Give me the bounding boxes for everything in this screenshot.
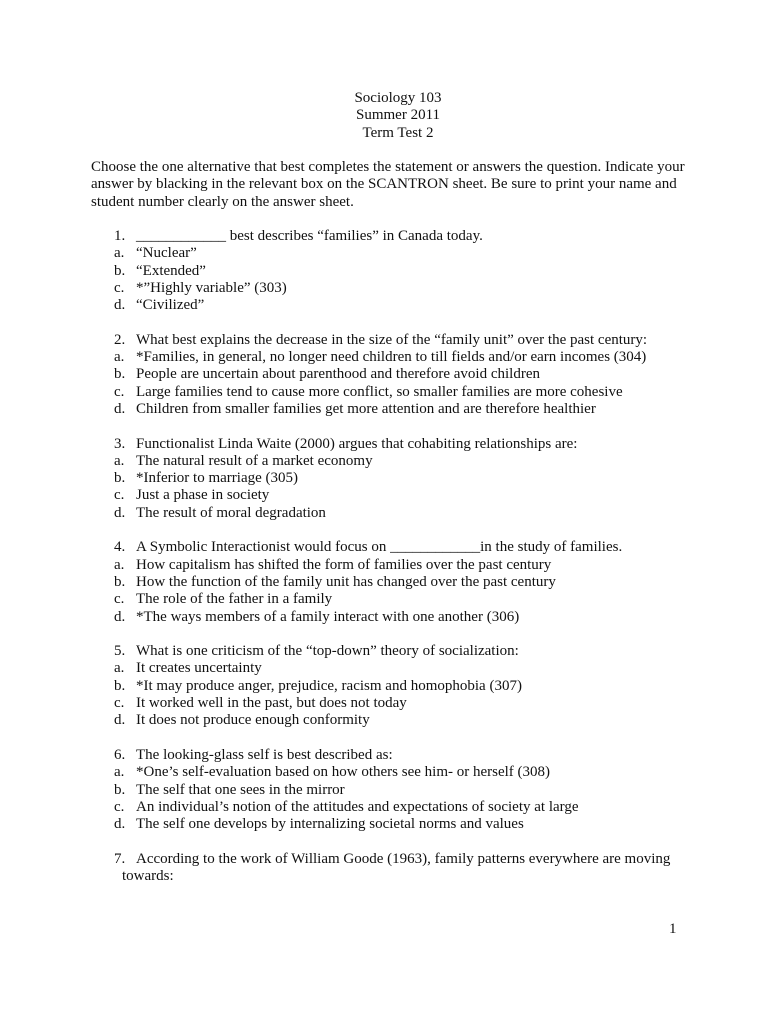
- option-text: How capitalism has shifted the form of families over the past century: [136, 556, 552, 573]
- option-text: The role of the father in a family: [136, 591, 333, 608]
- answer-option: [114, 764, 714, 781]
- answer-option: [114, 782, 714, 799]
- option-letter: b.: [114, 470, 126, 487]
- option-letter: c.: [114, 798, 125, 815]
- answer-option: [114, 799, 714, 816]
- option-letter: c.: [114, 487, 125, 504]
- answer-option: [114, 263, 714, 280]
- option-letter: b.: [114, 366, 126, 383]
- question-number: 2.: [114, 331, 126, 348]
- answer-option: [114, 366, 714, 383]
- question-1: [114, 228, 714, 314]
- question-6: [114, 747, 714, 833]
- option-letter: d.: [114, 608, 126, 625]
- option-text: Large families tend to cause more conflict, so smaller families are more cohesive: [136, 383, 623, 400]
- question-4: [114, 539, 714, 625]
- option-text: *It may produce anger, prejudice, racism and homophobia (307): [136, 677, 522, 694]
- option-text: “Civilized”: [136, 297, 205, 314]
- answer-option: [114, 297, 714, 314]
- question-number: 1.: [114, 228, 126, 244]
- option-text: *The ways members of a family interact with one another (306): [136, 608, 520, 625]
- question-text: ____________ best describes “families” in Canada today.: [136, 228, 483, 244]
- answer-option: [114, 609, 714, 626]
- answer-option: [114, 453, 714, 470]
- option-letter: a.: [114, 660, 125, 677]
- question-stem: [114, 643, 714, 660]
- answer-option: [114, 245, 714, 262]
- answer-option: [114, 591, 714, 608]
- option-letter: a.: [114, 349, 125, 366]
- answer-option: [114, 280, 714, 297]
- question-number: 5.: [114, 643, 126, 660]
- question-stem: [114, 332, 714, 349]
- question-stem: [114, 851, 714, 868]
- option-text: *One’s self-evaluation based on how others see him- or herself (308): [136, 764, 551, 781]
- option-letter: d.: [114, 816, 126, 833]
- question-list: [114, 228, 714, 903]
- answer-option: [114, 712, 714, 729]
- option-text: It creates uncertainty: [136, 660, 262, 677]
- question-number: 6.: [114, 746, 126, 763]
- test-label: Term Test 2: [362, 124, 434, 141]
- option-letter: a.: [114, 245, 125, 262]
- option-text: It does not produce enough conformity: [136, 712, 370, 729]
- option-text: *Inferior to marriage (305): [136, 470, 299, 487]
- option-text: An individual’s notion of the attitudes and expectations of society at large: [136, 798, 579, 815]
- term-label: Summer 2011: [355, 107, 441, 124]
- title-block: [0, 90, 768, 142]
- question-text: Functionalist Linda Waite (2000) argues that cohabiting relationships are:: [136, 435, 578, 452]
- option-text: The self one develops by internalizing societal norms and values: [136, 816, 524, 833]
- option-text: The self that one sees in the mirror: [136, 781, 345, 798]
- answer-option: [114, 349, 714, 366]
- question-3: [114, 436, 714, 522]
- course-title: Sociology 103: [354, 90, 442, 106]
- option-text: “Nuclear”: [136, 245, 197, 262]
- answer-option: [114, 487, 714, 504]
- option-text: Just a phase in society: [136, 487, 270, 504]
- option-letter: d.: [114, 297, 126, 314]
- question-stem: [114, 539, 714, 556]
- answer-option: [114, 557, 714, 574]
- option-text: *Families, in general, no longer need children to till fields and/or earn incomes (304): [136, 349, 647, 366]
- option-text: The result of moral degradation: [136, 504, 326, 521]
- question-text: A Symbolic Interactionist would focus on ____________in the study of families.: [136, 539, 623, 556]
- option-letter: d.: [114, 712, 126, 729]
- option-letter: c.: [114, 383, 125, 400]
- option-letter: b.: [114, 262, 126, 279]
- answer-option: [114, 505, 714, 522]
- answer-option: [114, 678, 714, 695]
- option-letter: d.: [114, 504, 126, 521]
- question-number: 7.: [114, 850, 126, 867]
- option-text: It worked well in the past, but does not today: [136, 695, 407, 712]
- option-letter: d.: [114, 400, 126, 417]
- question-2: [114, 332, 714, 418]
- answer-option: [114, 695, 714, 712]
- question-number: 3.: [114, 435, 126, 452]
- option-text: “Extended”: [136, 262, 206, 279]
- instructions: Choose the one alternative that best completes the statement or answers the question. Indicate your answer by blacking in the relevant box on the SCANTRON sheet. Be sure to print your name and student number clearly on the answer sheet.: [91, 159, 685, 210]
- answer-option: [114, 470, 714, 487]
- question-number: 4.: [114, 539, 126, 556]
- option-letter: b.: [114, 781, 126, 798]
- question-text: What best explains the decrease in the size of the “family unit” over the past century:: [136, 331, 648, 348]
- question-text: According to the work of William Goode (1963), family patterns everywhere are moving: [136, 850, 671, 867]
- option-text: People are uncertain about parenthood and therefore avoid children: [136, 366, 540, 383]
- option-letter: c.: [114, 279, 125, 296]
- option-letter: c.: [114, 695, 125, 712]
- option-text: Children from smaller families get more attention and are therefore healthier: [136, 400, 596, 417]
- option-text: The natural result of a market economy: [136, 452, 373, 469]
- option-letter: a.: [114, 764, 125, 781]
- option-letter: b.: [114, 677, 126, 694]
- answer-option: [114, 816, 714, 833]
- option-letter: a.: [114, 556, 125, 573]
- question-text: What is one criticism of the “top-down” theory of socialization:: [136, 643, 519, 660]
- question-stem: [114, 436, 714, 453]
- page-number: 1: [669, 921, 677, 937]
- option-letter: a.: [114, 452, 125, 469]
- question-text-continuation: towards:: [122, 867, 174, 884]
- question-5: [114, 643, 714, 729]
- answer-option: [114, 384, 714, 401]
- question-stem: [114, 747, 714, 764]
- answer-option: [114, 401, 714, 418]
- answer-option: [114, 574, 714, 591]
- option-letter: b.: [114, 573, 126, 590]
- question-7: [114, 851, 714, 886]
- option-text: How the function of the family unit has changed over the past century: [136, 573, 556, 590]
- question-stem: [114, 228, 714, 245]
- option-text: *”Highly variable” (303): [136, 279, 287, 296]
- answer-option: [114, 660, 714, 677]
- option-letter: c.: [114, 591, 125, 608]
- question-text: The looking-glass self is best described as:: [136, 746, 393, 763]
